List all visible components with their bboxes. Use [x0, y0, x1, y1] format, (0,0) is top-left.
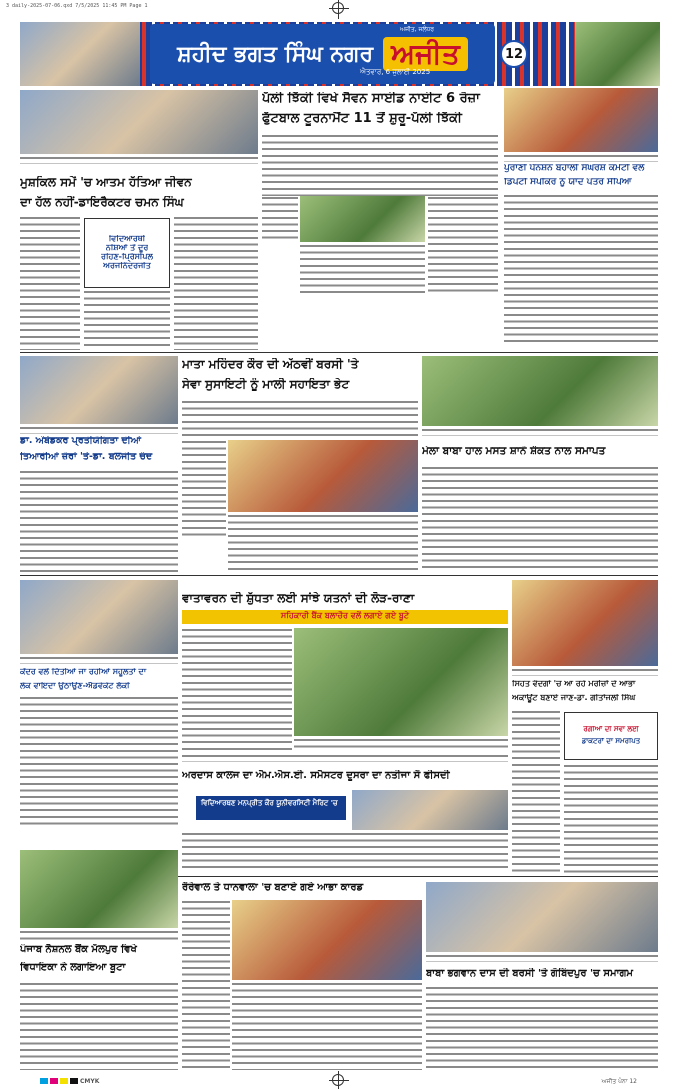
- photo-students: [20, 90, 258, 154]
- headline: ਡਾ. ਅੰਬੇਡਕਰ ਪ੍ਰਤੀਯੋਗਿਤਾ ਦੀਆਂ: [20, 436, 141, 446]
- article-body: [20, 216, 80, 350]
- article-body: [262, 134, 498, 196]
- headline: ਅਕਾਊਂਟ ਬਣਾਏ ਜਾਣ-ਡਾ. ਗੀਤਾਂਜਲੀ ਸਿੰਘ: [512, 694, 636, 702]
- headline: ਪੁਰਾਣੀ ਪੈਨਸ਼ਨ ਬਹਾਲੀ ਸੰਘਰਸ਼ ਕਮੇਟੀ ਵਲੋਂ: [504, 164, 645, 173]
- headline: ਦਾ ਹੱਲ ਨਹੀਂ-ਡਾਇਰੈਕਟਰ ਚਮਨ ਸਿੰਘ: [20, 196, 184, 209]
- divider: [20, 575, 658, 576]
- print-slug: 3 daily-2025-07-06.qxd 7/5/2025 11:45 PM Page 1: [6, 3, 148, 9]
- masthead-edition: ਅਜੀਤ, ਜਲੰਧਰ: [400, 26, 435, 33]
- article-body: [228, 514, 418, 572]
- article-body: [300, 244, 425, 296]
- article-body: [512, 710, 560, 874]
- footer-cmyk-label: CMYK: [80, 1078, 100, 1085]
- footer-label: ਅਜੀਤ ਪੰਨਾ 12: [601, 1078, 637, 1085]
- article-body: [182, 628, 292, 752]
- cyan-swatch: [40, 1078, 48, 1084]
- article-body: [426, 986, 658, 1070]
- article-body: [182, 440, 226, 540]
- photo-caption: [426, 954, 658, 962]
- headline: ਡਿਪਟੀ ਸਪੀਕਰ ਨੂੰ ਯਾਦ ਪੱਤਰ ਸੌਂਪਿਆ: [504, 178, 632, 187]
- photo-abha-camp: [232, 900, 422, 980]
- photo-football-team: [300, 196, 425, 242]
- masthead-photo-statue: [20, 22, 140, 86]
- headline: ਪੰਜਾਬ ਨੈਸ਼ਨਲ ਬੈਂਕ ਮੱਲਪੁਰ ਵਿਖੇ: [20, 944, 137, 955]
- photo-pension-committee: [504, 88, 658, 152]
- photo-bank-plantation: [20, 850, 178, 928]
- headline: ਕੇਂਦਰ ਵਲੋਂ ਦਿੱਤੀਆਂ ਜਾ ਰਹੀਆਂ ਸਹੂਲਤਾਂ ਦਾ: [20, 668, 147, 676]
- headline: ਸੇਵਾ ਸੁਸਾਇਟੀ ਨੂੰ ਮਾਲੀ ਸਹਾਇਤਾ ਭੇਟ: [182, 378, 350, 391]
- headline: ਅਰਦਾਸ ਕਾਲਜ ਦਾ ਐਮ.ਐਸ.ਈ. ਸਮੈਸਟਰ ਦੂਸਰਾ ਦਾ ਨਤੀਜਾ ਸੌ ਫੀਸਦੀ: [182, 770, 450, 781]
- masthead-photo-monument: [575, 22, 660, 86]
- black-swatch: [70, 1078, 78, 1084]
- headline: ਮੇਲਾ ਬਾਬਾ ਹਾਲ ਮਸਤ ਸ਼ਾਨੋ ਸ਼ੌਕਤ ਨਾਲ ਸਮਾਪਤ: [422, 446, 606, 457]
- article-body: [20, 470, 178, 572]
- yellow-swatch: [60, 1078, 68, 1084]
- headline: ਫੁੱਟਬਾਲ ਟੂਰਨਾਮੈਂਟ 11 ਤੋਂ ਸ਼ੁਰੂ-ਪੱਲੀ ਝਿੱਕੀ: [262, 112, 462, 126]
- article-body: [262, 196, 298, 242]
- photo-tree-planting: [294, 628, 508, 736]
- photo-caption: [422, 428, 658, 436]
- article-body: [182, 400, 418, 438]
- subheadline-bar: ਸਹਿਕਾਰੀ ਬੈਂਕ ਬਲਾਚੌਰ ਵਲੋਂ ਲਗਾਏ ਗਏ ਬੂਟੇ: [182, 610, 508, 624]
- article-body: [182, 900, 230, 1070]
- masthead: [150, 24, 495, 84]
- headline: ਤਿਆਰੀਆਂ ਜ਼ੋਰਾਂ 'ਤੇ-ਡਾ. ਬਲਜੀਤ ਚੰਦ: [20, 452, 153, 462]
- pull-quote-line: ਰੋਗੀਆਂ ਦੀ ਸੇਵਾ ਲਈ: [583, 726, 639, 734]
- photo-caption: [504, 154, 658, 162]
- pull-quote-line: ਵਿਦਿਆਰਥੀ: [108, 235, 146, 244]
- page-footer: [0, 1076, 677, 1089]
- article-body: [504, 194, 658, 344]
- pull-quote: [84, 218, 170, 288]
- pull-quote: [564, 712, 658, 760]
- photo-mela-stage: [422, 356, 658, 426]
- photo-caption: [20, 930, 178, 940]
- photo-barsi-ceremony: [228, 440, 418, 512]
- photo-barsi-samagam: [426, 882, 658, 952]
- photo-student-portraits: [352, 790, 508, 830]
- article-body: [232, 982, 422, 1070]
- photo-caption: [294, 738, 508, 752]
- headline: ਬਾਬਾ ਭਗਵਾਨ ਦਾਸ ਦੀ ਬਰਸੀ 'ਤੇ ਗੋਬਿੰਦਪੁਰ 'ਚ ਸਮਾਗਮ: [426, 968, 633, 979]
- color-bar: [40, 1078, 99, 1087]
- page-number: 12: [500, 40, 528, 68]
- highlight-box: ਵਿਦਿਆਰਥਣ ਮਨਪ੍ਰੀਤ ਕੌਰ ਯੂਨੀਵਰਸਿਟੀ ਮੈਰਿਟ 'ਚ: [196, 796, 346, 820]
- article-body: [84, 290, 170, 350]
- masthead-title: ਸ਼ਹੀਦ ਭਗਤ ਸਿੰਘ ਨਗਰ: [177, 41, 374, 67]
- photo-health-officials: [512, 580, 658, 666]
- pull-quote-line: ਰਹਿਣ-ਪ੍ਰਿੰਸੀਪਲ: [101, 253, 153, 261]
- photo-caption: [20, 426, 178, 434]
- photo-ambedkar-event: [20, 356, 178, 424]
- article-body: [422, 466, 658, 572]
- pull-quote-line: ਅਰਜਨਿੰਦਰਜੀਤ: [103, 261, 151, 270]
- article-body: [20, 982, 178, 1070]
- headline: ਵਾਤਾਵਰਨ ਦੀ ਸ਼ੁੱਧਤਾ ਲਈ ਸਾਂਝੇ ਯਤਨਾਂ ਦੀ ਲੋੜ-ਰਾਣਾ: [182, 592, 415, 605]
- registration-mark-icon: [332, 2, 344, 14]
- headline: ਮਾਤਾ ਮਹਿੰਦਰ ਕੌਰ ਦੀ ਅੱਠਵੀਂ ਬਰਸੀ 'ਤੇ: [182, 358, 359, 371]
- pull-quote-line: ਨਸ਼ਿਆਂ ਤੋਂ ਦੂਰ: [105, 244, 149, 253]
- headline: ਵਿਧਾਇਕਾ ਨੇ ਲਗਾਇਆ ਬੂਟਾ: [20, 962, 126, 973]
- headline: ਰੌਰੇਵਾਲ ਤੇ ਧਾਨਵਾਲਾ 'ਚ ਬਣਾਏ ਗਏ ਆਭਾ ਕਾਰਡ: [182, 882, 364, 893]
- magenta-swatch: [50, 1078, 58, 1084]
- headline: ਸਿਹਤ ਵੰਦਗਾਂ 'ਚ ਆ ਰਹੇ ਮਰੀਜ਼ਾਂ ਦੇ ਆਭਾ: [512, 680, 636, 688]
- article-body: [182, 832, 508, 868]
- divider: [20, 352, 658, 353]
- pull-quote-line: ਡਾਕਟਰਾਂ ਦਾ ਸਮਰਪਿਤ: [581, 738, 641, 745]
- photo-caption: [512, 668, 658, 676]
- masthead-brand: ਅਜੀਤ: [383, 37, 468, 71]
- masthead-date: ਐਤਵਾਰ, 6 ਜੁਲਾਈ 2025: [360, 68, 431, 76]
- article-body: [174, 216, 258, 350]
- photo-health-camp: [20, 580, 178, 654]
- photo-caption: [20, 156, 258, 164]
- article-body: [20, 696, 178, 826]
- photo-caption: [20, 656, 178, 664]
- headline: ਮੁਸ਼ਕਿਲ ਸਮੇਂ 'ਚ ਆਤਮ ਹੱਤਿਆ ਜੀਵਨ: [20, 176, 192, 189]
- article-body: [428, 196, 498, 296]
- headline: ਪੱਲੀ ਝਿੱਕੀ ਵਿਖੇ ਸੈਵਨ ਸਾਈਡ ਨਾਈਟ 6 ਰੋਜ਼ਾ: [262, 92, 480, 106]
- headline: ਲੋਕ ਵਾਇਦਾ ਉਠਾਉਣ-ਐਡਵੋਕੇਟ ਲੱਕੀ: [20, 682, 130, 690]
- article-body: [564, 764, 658, 874]
- article-body: [182, 754, 508, 762]
